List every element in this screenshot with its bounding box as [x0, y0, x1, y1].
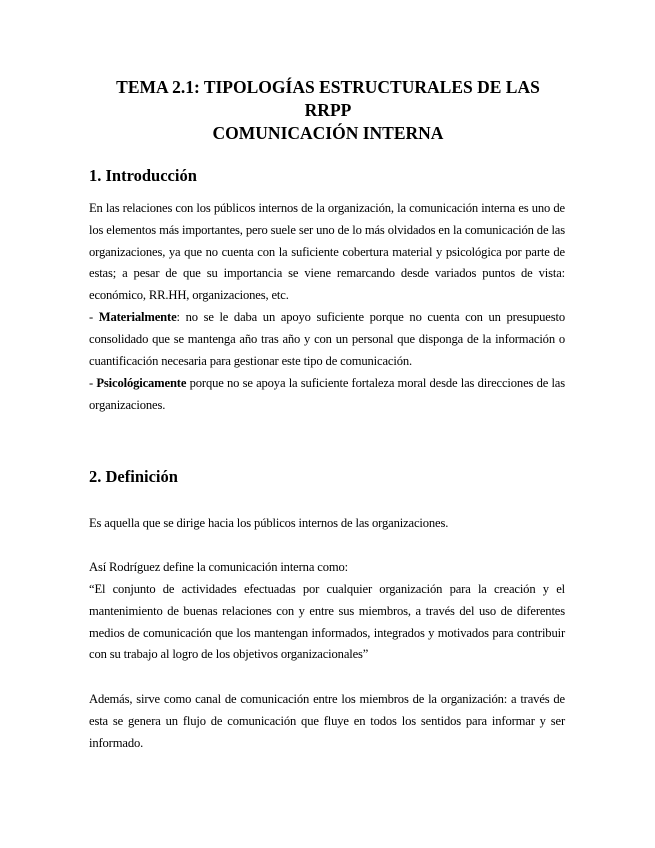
section-1-heading: 1. Introducción — [89, 166, 197, 185]
section-1-intro-paragraph: En las relaciones con los públicos internos de la organización, la comunicación interna es uno de los elementos más importantes, pero suele ser uno de lo más olvidados en la comunicación de las organizaciones, ya que no cuenta con la suficiente cobertura material y psicológica por parte de estas; a pesar de que su importancia se viene remarcando desde variados puntos de vista: económico, RR.HH, organizaciones, etc. — [89, 201, 565, 303]
section-1-bullet-material — [89, 307, 565, 372]
section-2-definition-quote: “El conjunto de actividades efectuadas por cualquier organización para la creación y el mantenimiento de buenas relaciones con y entre sus miembros, a través del uso de diferentes medios de comunicación que los mantengan informados, integrados y motivados para contribuir con su trabajo al logro de los objetivos organizacionales” — [89, 582, 565, 662]
section-2-definition-intro: Así Rodríguez define la comunicación interna como: — [89, 560, 348, 574]
bullet-2-label: Psicológicamente — [96, 376, 187, 390]
bullet-2-text: porque no se apoya la suficiente fortaleza moral desde las direcciones de las organizaciones. — [89, 376, 565, 412]
bullet-2-prefix: - — [89, 376, 97, 390]
bullet-1-text: : no se le daba un apoyo suficiente porque no cuenta con un presupuesto consolidado que se mantenga año tras año y con un personal que disponga de la información o cuantificación necesaria para gestionar este tipo de comunicación. — [89, 310, 565, 368]
title-line-1: TEMA 2.1: TIPOLOGÍAS ESTRUCTURALES DE LAS — [116, 77, 540, 97]
section-1-bullet-psychological — [89, 373, 565, 417]
bullet-1-prefix: - — [89, 310, 99, 324]
bullet-1-label: Materialmente — [98, 310, 177, 324]
section-2-paragraph-1: Es aquella que se dirige hacia los públicos internos de las organizaciones. — [89, 516, 449, 530]
section-2-paragraph-3: Además, sirve como canal de comunicación entre los miembros de la organización: a través de esta se genera un flujo de comunicación que fluye en todos los sentidos para informar y ser informado. — [89, 692, 565, 750]
title-line-2: RRPP — [304, 100, 352, 120]
section-2-heading: 2. Definición — [89, 467, 178, 486]
title-line-3: COMUNICACIÓN INTERNA — [212, 123, 444, 143]
document-title — [88, 76, 568, 145]
